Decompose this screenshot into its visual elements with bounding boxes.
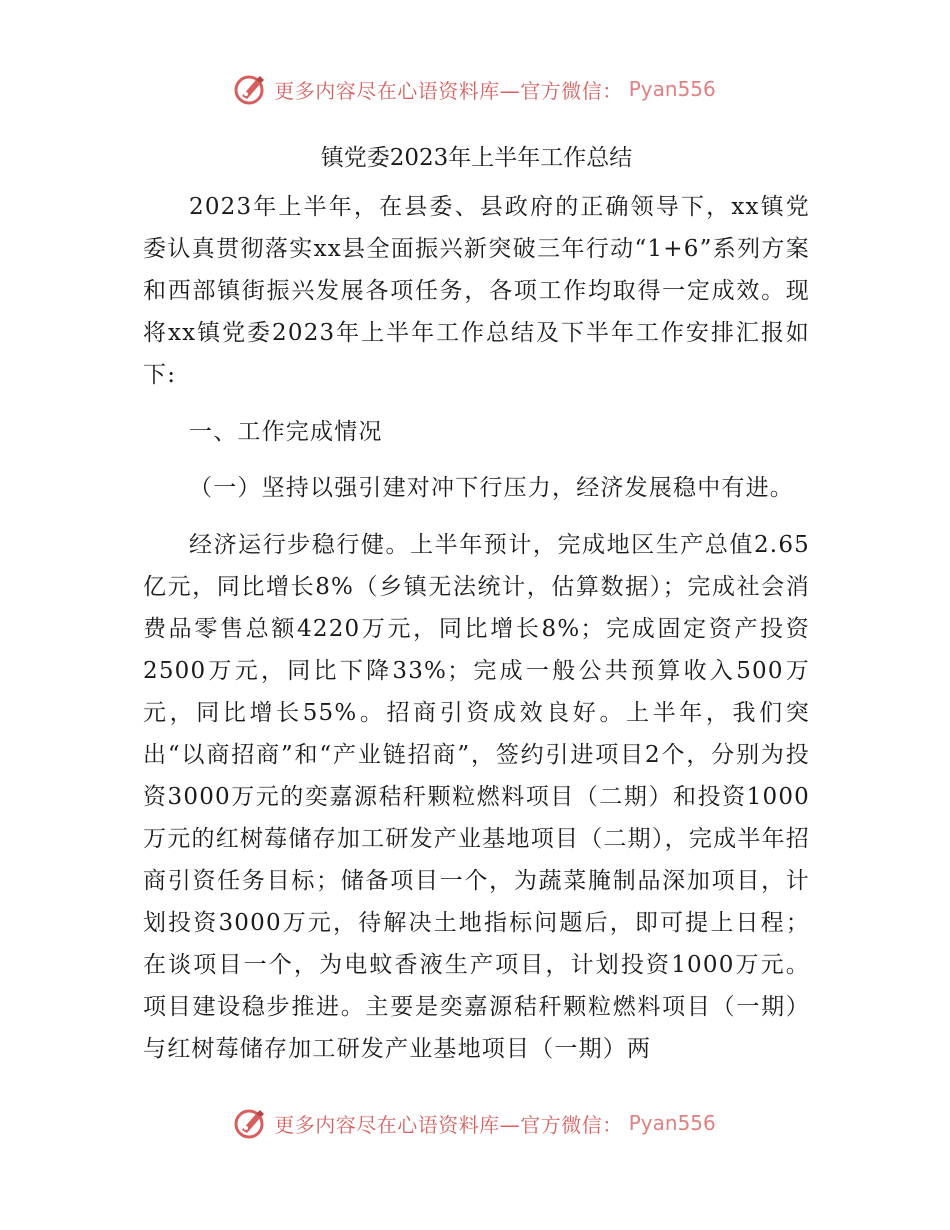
subsection-heading: （一）坚持以强引建对冲下行压力，经济发展稳中有进。 — [189, 475, 794, 501]
section-heading: 一、工作完成情况 — [189, 419, 383, 445]
document-title: 镇党委2023年上半年工作总结 — [320, 145, 633, 171]
economy-paragraph: 经济运行步稳行健。上半年预计，完成地区生产总值2.65亿元，同比增长8%（乡镇无法统计，估算数据）；完成社会消费品零售总额4220万元，同比增长8%；完成固定资产投资2500万元，同比下降33%；完成一般公共预算收入500万元，同比增长55%。招商引资成效良好。上半年，我们突出“以商招商”和“产业链招商”，签约引进项目2个，分别为投资3000万元的奕嘉源秸秆颗粒燃料项目（二期）和投资1000万元的红树莓储存加工研发产业基地项目（二期），完成半年招商引资任务目标；储备项目一个，为蔬菜腌制品深加项目，计划投资3000万元，待解决土地指标问题后，即可提上日程；在谈项目一个，为电蚊香液生产项目，计划投资1000万元。项目建设稳步推进。主要是奕嘉源秸秆颗粒燃料项目（一期）与红树莓储存加工研发产业基地项目（一期）两 — [143, 532, 810, 1062]
intro-paragraph: 2023年上半年，在县委、县政府的正确领导下，xx镇党委认真贯彻落实xx县全面振兴新突破三年行动“1+6”系列方案和西部镇街振兴发展各项任务，各项工作均取得一定成效。现将xx镇党委2023年上半年工作总结及下半年工作安排汇报如下: — [143, 194, 810, 388]
watermark-text: 更多内容尽在心语资料库—官方微信： — [274, 1112, 623, 1137]
document-body — [143, 130, 810, 1070]
pen-logo-icon — [234, 72, 268, 106]
watermark-header — [0, 72, 950, 106]
watermark-text: 更多内容尽在心语资料库—官方微信： — [274, 78, 623, 103]
watermark-footer — [0, 1106, 950, 1140]
watermark-wechat-id: Pyan556 — [628, 1111, 716, 1135]
watermark-wechat-id: Pyan556 — [628, 77, 716, 101]
pen-logo-icon — [234, 1106, 268, 1140]
